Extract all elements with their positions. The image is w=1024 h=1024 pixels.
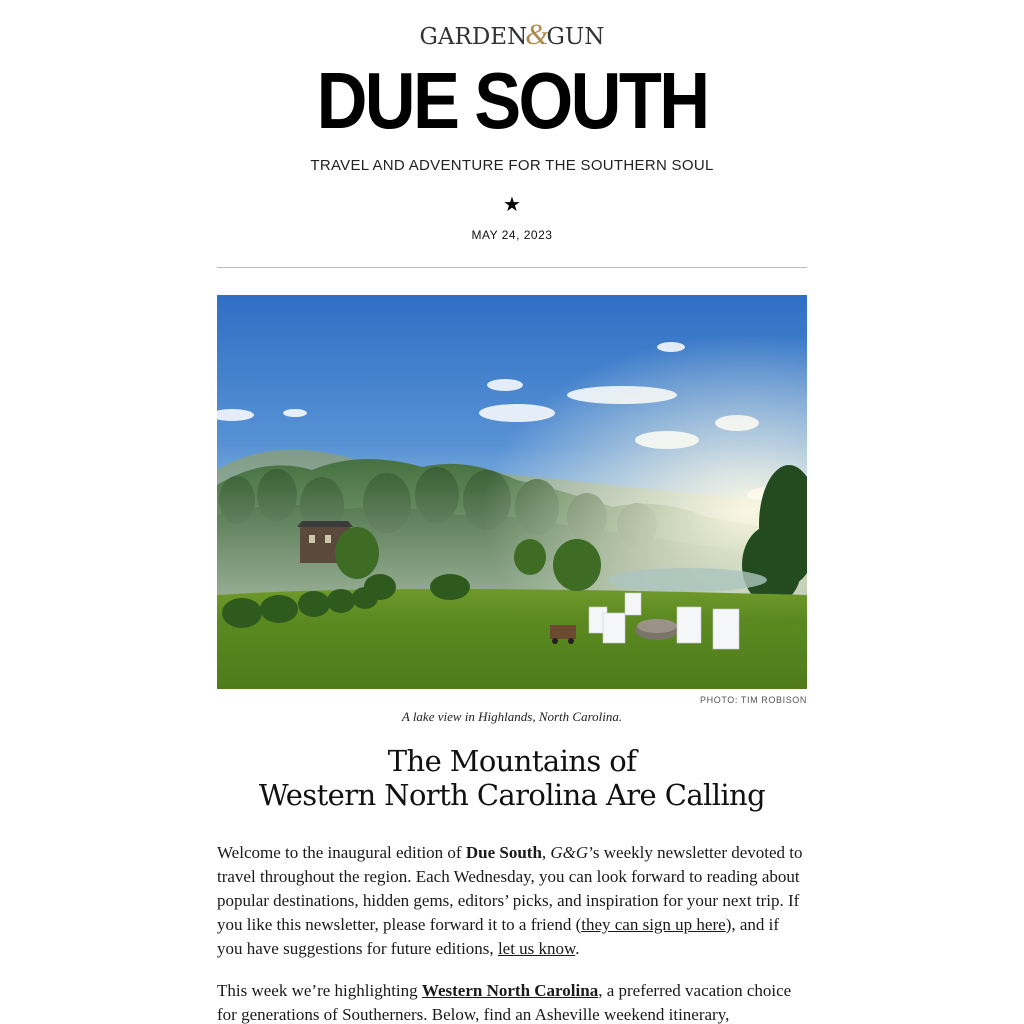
headline-line-2: Western North Carolina Are Calling [258,778,766,812]
intro-text-1: Welcome to the inaugural edition of [217,843,466,862]
hero-photo[interactable] [217,295,807,689]
intro-paragraph [217,841,807,961]
newsletter-tagline: TRAVEL AND ADVENTURE FOR THE SOUTHERN SOUL [310,157,714,174]
intro-text-2: , [541,843,551,862]
logo-text-gun: GUN [546,24,605,50]
highlight-text-2: , a preferred vacation choice for generations of Southerners. Below, find an Asheville weekend itinerary, [217,981,792,1024]
feedback-link[interactable]: let us know [497,939,576,958]
intro-text-4: ), and if you have suggestions for future editions, [217,915,780,958]
logo-ampersand: & [525,18,549,51]
highlight-text-1: This week we’re highlighting [217,981,422,1000]
headline-line-1: The Mountains of [387,744,637,778]
header-divider [217,267,807,268]
photo-caption: A lake view in Highlands, North Carolina. [401,709,623,724]
intro-text-3: ’s weekly newsletter devoted to travel throughout the region. Each Wednesday, you can look forward to reading about popular destinations, hidden gems, editors’ picks, and inspiration for your next trip. If you like this newsletter, please forward it to a friend ( [217,843,803,934]
article-headline [0,744,1024,812]
photo-credit: PHOTO: TIM ROBISON [700,695,807,705]
intro-text-5: . [575,939,580,958]
signup-link[interactable]: they can sign up here [581,915,726,934]
western-nc-link[interactable]: Western North Carolina [421,981,599,1000]
star-icon: ★ [503,192,521,216]
logo-text-garden: GARDEN [419,24,528,50]
newsletter-title: DUE SOUTH [316,56,708,145]
brand-abbrev: G&G [550,843,589,862]
highlight-paragraph [217,979,807,1024]
garden-and-gun-logo[interactable] [0,18,1024,52]
newsletter-name: Due South [465,843,542,862]
issue-date: MAY 24, 2023 [471,228,553,242]
